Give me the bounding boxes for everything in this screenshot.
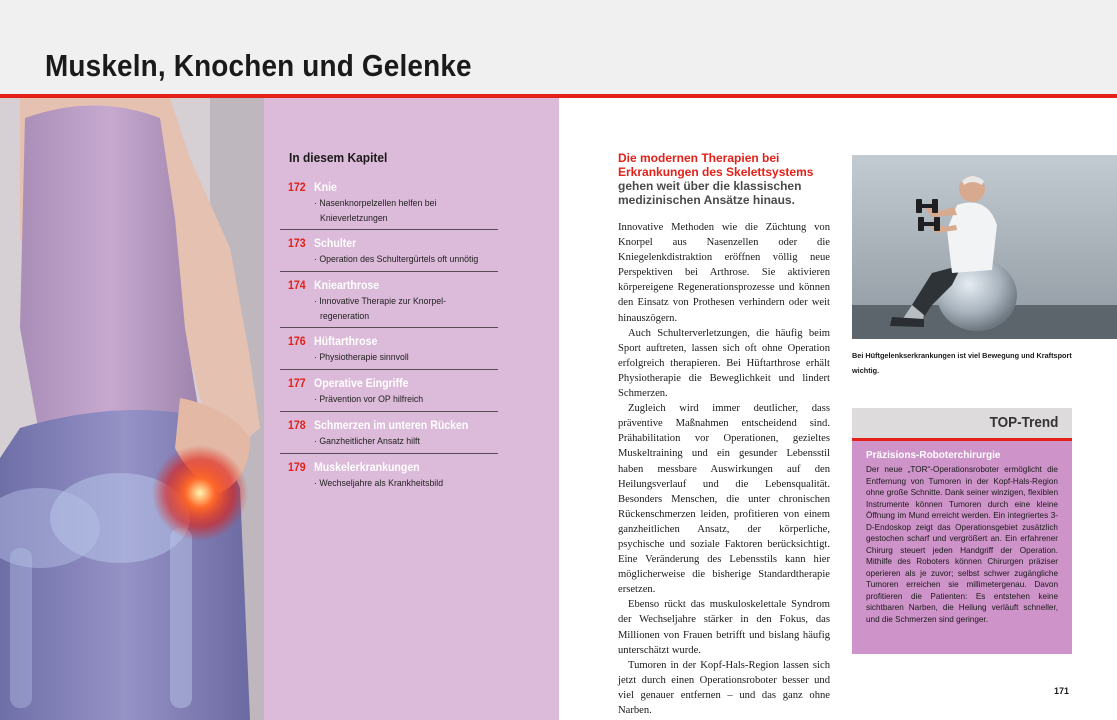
toc-page-number: 179 — [288, 460, 306, 474]
toc-separator — [280, 411, 498, 412]
body-paragraph: Tumoren in der Kopf-Hals-Region lassen sich jetzt durch einen Operationsroboter besser und viel genauer entfernen – und das ganz ohne Narben. — [618, 659, 830, 716]
trend-title: TOP-Trend — [989, 414, 1058, 431]
toc-page-number: 177 — [288, 376, 306, 390]
toc-item-knie[interactable] — [280, 180, 500, 226]
toc-page-number: 174 — [288, 278, 306, 292]
chapter-toc-panel — [264, 98, 559, 720]
toc-subtitle: · Ganzheitlicher Ansatz hilft — [314, 436, 420, 447]
toc-page-number: 176 — [288, 334, 306, 348]
page-title: Muskeln, Knochen und Gelenke — [45, 48, 472, 83]
toc-subtitle: · Operation des Schultergürtels oft unnötig — [314, 254, 479, 265]
body-paragraph: Ebenso rückt das muskuloskelettale Syndrom der Wechseljahre stärker in den Fokus, das Millionen von Frauen betrifft und bislang häufig unterschätzt wurde. — [618, 599, 830, 656]
toc-label: Muskelerkrankungen — [314, 460, 420, 474]
toc-separator — [280, 327, 498, 328]
toc-label: Schmerzen im unteren Rücken — [314, 418, 469, 432]
toc-item-operative-eingriffe[interactable] — [280, 376, 500, 407]
trend-heading: Präzisions-Roboterchirurgie — [866, 450, 1001, 461]
toc-separator — [280, 271, 498, 272]
senior-exercise-illustration — [852, 155, 1117, 339]
toc-subtitle: · Innovative Therapie zur Knorpel- — [314, 296, 446, 307]
hip-pain-photo — [0, 98, 264, 720]
toc-separator — [280, 369, 498, 370]
lead-rest: gehen weit über die klassischen medizinischen Ansätze hinaus. — [618, 179, 802, 207]
body-paragraph: Zugleich wird immer deutlicher, dass präventive Maßnahmen entscheidend sind. Prähabilitation vor Operationen, gezieltes Muskeltraining und ein gesunder Lebensstil haben messbare Auswirkungen auf den Heilungsverlauf und die Lebensqualität. Besonders Menschen, die unter chronischen Rückenschmerzen leiden, profitieren von einem ganzheitlichen Ansatz, der körperliche, psychische und soziale Faktoren berücksichtigt. Eine Veränderung des Lebensstils kann hier möglicherweise die bisherige Standardtherapie ersetzen. — [618, 403, 830, 596]
top-trend-box — [852, 408, 1072, 654]
toc-item-schmerzen-ruecken[interactable] — [280, 418, 500, 449]
toc-item-hueftarthrose[interactable] — [280, 334, 500, 365]
body-paragraph: Auch Schulterverletzungen, die häufig beim Sport auftreten, lassen sich oft ohne Operation erfolgreich therapieren. Bei Hüftarthrose erhält Physiotherapie die Beweglichkeit und lindert Schmerzen. — [618, 327, 830, 400]
toc-subtitle: · Physiotherapie sinnvoll — [314, 352, 409, 363]
senior-exercise-photo — [852, 155, 1117, 339]
page-header — [0, 0, 1117, 94]
toc-subtitle: Knieverletzungen — [320, 213, 388, 224]
toc-item-muskelerkrankungen[interactable] — [280, 460, 500, 491]
toc-item-kniearthrose[interactable] — [280, 278, 500, 324]
page-number: 171 — [1054, 686, 1070, 696]
body-paragraph: Innovative Methoden wie die Züchtung von Knorpel aus Nasenzellen oder die Kniegelenkdistraktion eröffnen völlig neue Perspektiven bei Arthrose. Sie aktivieren körpereigene Regenerationsprozesse und können den Einsatz von Prothesen verhindern oder weit hinauszögern. — [618, 222, 830, 324]
lead-highlight: Die modernen Therapien bei Erkrankungen des Skelettsystems — [618, 151, 814, 179]
toc-label: Kniearthrose — [314, 278, 380, 292]
trend-header-bar — [852, 408, 1072, 438]
toc-separator — [280, 229, 498, 230]
hip-pain-illustration — [0, 98, 264, 720]
trend-rule — [852, 438, 1072, 441]
toc-subtitle: regeneration — [320, 311, 370, 322]
article-body — [618, 220, 830, 718]
toc-label: Operative Eingriffe — [314, 376, 409, 390]
toc-subtitle: · Prävention vor OP hilfreich — [314, 394, 424, 405]
toc-title: In diesem Kapitel — [289, 150, 388, 165]
toc-separator — [280, 453, 498, 454]
toc-label: Knie — [314, 180, 337, 194]
trend-text: Der neue „TOR“-Operationsroboter ermöglicht die Entfernung von Tumoren in der Kopf-Hals-Region ohne große Schnitte. Dank seiner winzigen, flexiblen Instrumente können Tumoren durch eine kleine Öffnung im Mund erreicht werden. Ein integriertes 3-D-Endoskop zeigt das Operationsgebiet zusätzlich gestochen scharf und vergrößert an. Ein erfahrener Chirurg steuert jeden Handgriff der Operation. Mithilfe des Roboters können Chirurgen präziser operieren als je zuvor; selbst schwer zugängliche Tumoren erreichen sie millimetergenau. Davon profitieren die Patienten: Es entstehen keine sichtbaren Narben, die Heilung verläuft schneller, und die Schmerzen sind geringer. — [866, 465, 1058, 624]
toc-subtitle: · Wechseljahre als Krankheitsbild — [314, 478, 444, 489]
toc-page-number: 172 — [288, 180, 306, 194]
toc-item-schulter[interactable] — [280, 236, 500, 267]
toc-page-number: 178 — [288, 418, 306, 432]
toc-label: Schulter — [314, 236, 357, 250]
lead-paragraph — [618, 151, 833, 207]
toc-label: Hüftarthrose — [314, 334, 378, 348]
toc-subtitle: · Nasenknorpelzellen helfen bei — [314, 198, 437, 209]
toc-page-number: 173 — [288, 236, 306, 250]
photo-caption: Bei Hüftgelenkserkrankungen ist viel Bewegung und Kraftsport wichtig. — [852, 351, 1072, 375]
